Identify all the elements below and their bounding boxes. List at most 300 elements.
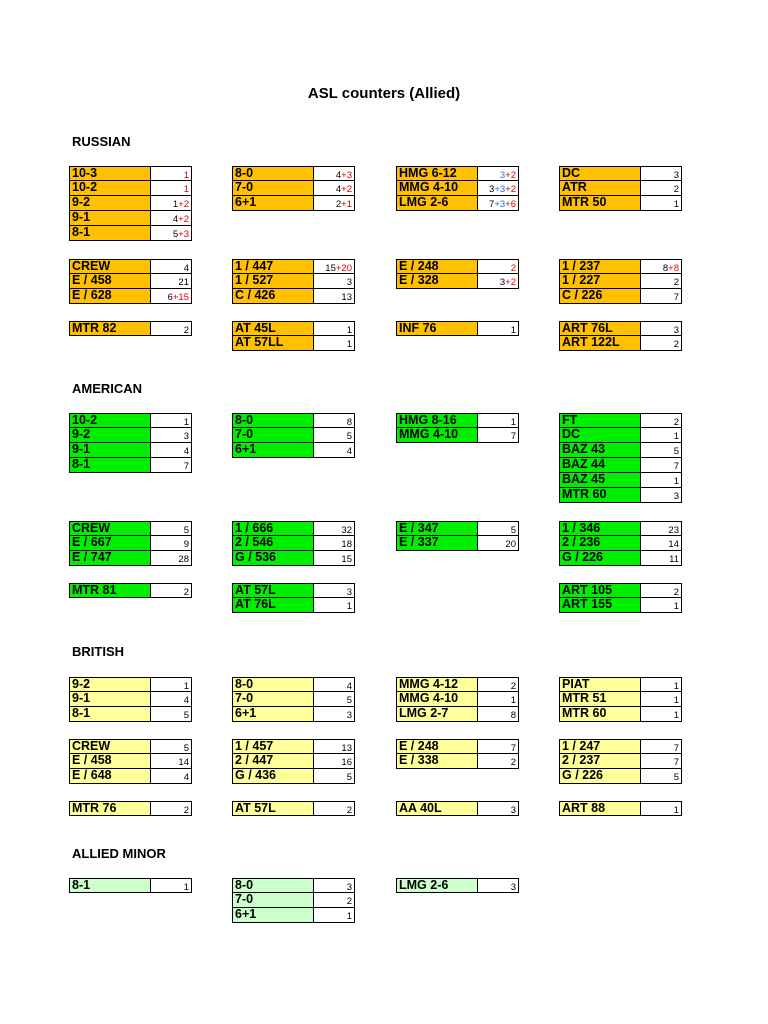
counter-count: 3 — [151, 428, 192, 443]
counter-row — [69, 878, 192, 893]
counter-row — [232, 878, 355, 893]
counter-label: MTR 60 — [559, 488, 641, 503]
counter-group — [69, 878, 192, 893]
counter-count: 5 — [151, 739, 192, 754]
counter-row — [559, 739, 682, 754]
counter-count: 7 — [641, 754, 682, 769]
counter-label: BAZ 43 — [559, 443, 641, 458]
counter-label: MMG 4-10 — [396, 428, 478, 443]
counter-count: 3 — [478, 878, 519, 893]
counter-group — [69, 321, 192, 336]
counter-label: INF 76 — [396, 321, 478, 336]
counter-count: 3 — [314, 583, 355, 598]
counter-count: 2 — [151, 801, 192, 816]
counter-count: 16 — [314, 754, 355, 769]
counter-row — [396, 181, 519, 196]
counter-row — [232, 196, 355, 211]
counter-group — [69, 677, 192, 722]
counter-label: AT 76L — [232, 598, 314, 613]
counter-row — [559, 801, 682, 816]
counter-count: 4+2 — [151, 211, 192, 226]
counter-row — [559, 707, 682, 722]
counter-label: 8-1 — [69, 878, 151, 893]
counter-label: E / 628 — [69, 289, 151, 304]
counter-label: E / 347 — [396, 521, 478, 536]
counter-group — [69, 801, 192, 816]
counter-row — [559, 428, 682, 443]
counter-row — [232, 443, 355, 458]
counter-label: 8-0 — [232, 878, 314, 893]
counter-row — [69, 196, 192, 211]
counter-count: 4 — [151, 692, 192, 707]
counter-group — [69, 166, 192, 241]
counter-count: 5 — [314, 692, 355, 707]
counter-count: 23 — [641, 521, 682, 536]
counter-count: 5 — [478, 521, 519, 536]
counter-label: AT 57LL — [232, 336, 314, 351]
counter-label: E / 648 — [69, 769, 151, 784]
counter-count: 1 — [314, 598, 355, 613]
counter-row — [232, 677, 355, 692]
counter-row — [69, 458, 192, 473]
counter-row — [559, 166, 682, 181]
counter-label: ART 122L — [559, 336, 641, 351]
counter-row — [232, 692, 355, 707]
counter-row — [559, 754, 682, 769]
counter-row — [232, 754, 355, 769]
counter-count: 5 — [314, 769, 355, 784]
section-title: RUSSIAN — [72, 134, 131, 149]
counter-count: 9 — [151, 536, 192, 551]
counter-group — [232, 413, 355, 458]
counter-label: E / 248 — [396, 259, 478, 274]
counter-count: 1 — [151, 181, 192, 196]
counter-row — [69, 321, 192, 336]
counter-row — [232, 536, 355, 551]
counter-count: 7 — [478, 739, 519, 754]
counter-label: 8-0 — [232, 677, 314, 692]
counter-label: MTR 81 — [69, 583, 151, 598]
counter-row — [232, 801, 355, 816]
counter-row — [69, 289, 192, 304]
counter-count: 3 — [641, 321, 682, 336]
counter-label: C / 226 — [559, 289, 641, 304]
counter-group — [559, 739, 682, 784]
counter-label: 2 / 546 — [232, 536, 314, 551]
counter-row — [559, 458, 682, 473]
counter-count: 4 — [151, 443, 192, 458]
counter-row — [559, 692, 682, 707]
counter-label: 7-0 — [232, 692, 314, 707]
counter-count: 5 — [151, 521, 192, 536]
counter-count: 2 — [151, 321, 192, 336]
counter-count: 7 — [641, 458, 682, 473]
counter-label: PIAT — [559, 677, 641, 692]
counter-row — [559, 321, 682, 336]
counter-row — [396, 707, 519, 722]
counter-row — [69, 166, 192, 181]
counter-count: 2 — [641, 336, 682, 351]
section-title: BRITISH — [72, 644, 124, 659]
counter-count: 7 — [641, 289, 682, 304]
counter-count: 6+15 — [151, 289, 192, 304]
counter-count: 1 — [478, 413, 519, 428]
counter-row — [232, 707, 355, 722]
counter-label: MTR 76 — [69, 801, 151, 816]
counter-group — [559, 801, 682, 816]
counter-label: 6+1 — [232, 707, 314, 722]
counter-count: 3 — [641, 488, 682, 503]
counter-label: G / 436 — [232, 769, 314, 784]
counter-row — [559, 536, 682, 551]
counter-label: ART 155 — [559, 598, 641, 613]
counter-count: 8 — [314, 413, 355, 428]
counter-count: 1 — [478, 692, 519, 707]
counter-label: 2 / 447 — [232, 754, 314, 769]
counter-label: E / 458 — [69, 754, 151, 769]
counter-row — [69, 521, 192, 536]
counter-count: 1+2 — [151, 196, 192, 211]
counter-label: 9-2 — [69, 196, 151, 211]
counter-row — [69, 707, 192, 722]
counter-count: 2 — [641, 181, 682, 196]
counter-row — [69, 754, 192, 769]
counter-group — [232, 801, 355, 816]
counter-label: 6+1 — [232, 196, 314, 211]
counter-count: 13 — [314, 289, 355, 304]
counter-label: 6+1 — [232, 908, 314, 923]
counter-group — [69, 259, 192, 304]
counter-row — [232, 274, 355, 289]
counter-group — [232, 521, 355, 566]
counter-label: AT 45L — [232, 321, 314, 336]
counter-row — [396, 536, 519, 551]
counter-count: 14 — [151, 754, 192, 769]
counter-count: 1 — [151, 166, 192, 181]
counter-count: 2 — [641, 583, 682, 598]
counter-row — [69, 181, 192, 196]
counter-count: 2 — [478, 677, 519, 692]
counter-count: 2 — [314, 893, 355, 908]
counter-count: 4 — [151, 259, 192, 274]
counter-label: FT — [559, 413, 641, 428]
counter-label: AA 40L — [396, 801, 478, 816]
counter-row — [69, 692, 192, 707]
counter-label: MMG 4-10 — [396, 692, 478, 707]
counter-label: MMG 4-10 — [396, 181, 478, 196]
counter-label: LMG 2-7 — [396, 707, 478, 722]
counter-row — [396, 428, 519, 443]
counter-label: ART 105 — [559, 583, 641, 598]
counter-group — [396, 801, 519, 816]
counter-row — [69, 677, 192, 692]
counter-group — [69, 521, 192, 566]
counter-group — [232, 583, 355, 613]
counter-count: 7 — [641, 739, 682, 754]
counter-row — [232, 336, 355, 351]
counter-label: 6+1 — [232, 443, 314, 458]
counter-label: 9-1 — [69, 443, 151, 458]
counter-group — [232, 878, 355, 923]
counter-label: 1 / 237 — [559, 259, 641, 274]
counter-row — [232, 413, 355, 428]
counter-group — [232, 677, 355, 722]
counter-count: 5+3 — [151, 226, 192, 241]
counter-row — [396, 259, 519, 274]
counter-count: 2 — [641, 413, 682, 428]
counter-label: 10-3 — [69, 166, 151, 181]
counter-row — [232, 583, 355, 598]
counter-label: 1 / 247 — [559, 739, 641, 754]
counter-count: 1 — [641, 801, 682, 816]
counter-count: 1 — [641, 692, 682, 707]
counter-count: 4 — [314, 443, 355, 458]
counter-row — [232, 521, 355, 536]
counter-label: 8-1 — [69, 707, 151, 722]
counter-row — [232, 908, 355, 923]
counter-label: 9-2 — [69, 428, 151, 443]
counter-row — [232, 428, 355, 443]
counter-row — [232, 893, 355, 908]
counter-row — [396, 166, 519, 181]
counter-row — [232, 598, 355, 613]
counter-count: 7 — [151, 458, 192, 473]
counter-count: 28 — [151, 551, 192, 566]
counter-row — [232, 181, 355, 196]
counter-group — [232, 739, 355, 784]
counter-count: 5 — [641, 443, 682, 458]
counter-group — [559, 259, 682, 304]
counter-label: LMG 2-6 — [396, 196, 478, 211]
counter-row — [232, 166, 355, 181]
counter-group — [559, 413, 682, 503]
counter-count: 3+2 — [478, 166, 519, 181]
counter-label: CREW — [69, 521, 151, 536]
counter-row — [69, 259, 192, 274]
counter-row — [396, 801, 519, 816]
counter-group — [232, 321, 355, 351]
counter-label: 8-0 — [232, 166, 314, 181]
counter-label: ATR — [559, 181, 641, 196]
counter-count: 2+1 — [314, 196, 355, 211]
counter-count: 18 — [314, 536, 355, 551]
counter-row — [559, 473, 682, 488]
counter-group — [232, 259, 355, 304]
counter-row — [559, 336, 682, 351]
counter-count: 4 — [314, 677, 355, 692]
counter-row — [559, 598, 682, 613]
counter-row — [69, 739, 192, 754]
counter-label: 2 / 237 — [559, 754, 641, 769]
counter-row — [559, 677, 682, 692]
counter-label: 9-1 — [69, 211, 151, 226]
counter-label: E / 458 — [69, 274, 151, 289]
counter-count: 1 — [641, 677, 682, 692]
counter-count: 2 — [478, 754, 519, 769]
counter-row — [69, 801, 192, 816]
counter-label: 1 / 227 — [559, 274, 641, 289]
counter-label: MTR 60 — [559, 707, 641, 722]
counter-label: HMG 6-12 — [396, 166, 478, 181]
counter-group — [69, 739, 192, 784]
counter-label: 7-0 — [232, 428, 314, 443]
counter-row — [396, 878, 519, 893]
counter-row — [396, 274, 519, 289]
counter-row — [69, 551, 192, 566]
counter-count: 3 — [314, 274, 355, 289]
counter-count: 15 — [314, 551, 355, 566]
counter-count: 8 — [478, 707, 519, 722]
counter-row — [69, 583, 192, 598]
counter-label: HMG 8-16 — [396, 413, 478, 428]
counter-row — [69, 211, 192, 226]
counter-row — [396, 739, 519, 754]
counter-count: 2 — [151, 583, 192, 598]
counter-row — [396, 521, 519, 536]
counter-label: 9-1 — [69, 692, 151, 707]
counter-label: BAZ 44 — [559, 458, 641, 473]
counter-count: 3 — [641, 166, 682, 181]
counter-group — [559, 521, 682, 566]
counter-label: 8-0 — [232, 413, 314, 428]
section-title: ALLIED MINOR — [72, 846, 166, 861]
counter-label: G / 226 — [559, 551, 641, 566]
counter-count: 3 — [478, 801, 519, 816]
counter-row — [232, 769, 355, 784]
counter-label: 7-0 — [232, 893, 314, 908]
counter-label: E / 338 — [396, 754, 478, 769]
counter-row — [559, 583, 682, 598]
counter-count: 3 — [314, 707, 355, 722]
counter-row — [232, 321, 355, 336]
counter-count: 1 — [641, 598, 682, 613]
counter-count: 4+3 — [314, 166, 355, 181]
counter-row — [559, 769, 682, 784]
counter-count: 7 — [478, 428, 519, 443]
counter-label: 2 / 236 — [559, 536, 641, 551]
counter-count: 14 — [641, 536, 682, 551]
counter-group — [559, 583, 682, 613]
counter-count: 1 — [314, 321, 355, 336]
counter-label: G / 536 — [232, 551, 314, 566]
counter-count: 3 — [314, 878, 355, 893]
counter-row — [559, 413, 682, 428]
counter-group — [69, 413, 192, 473]
counter-row — [69, 413, 192, 428]
counter-count: 20 — [478, 536, 519, 551]
counter-row — [232, 259, 355, 274]
counter-count: 1 — [641, 473, 682, 488]
counter-row — [559, 443, 682, 458]
counter-row — [559, 196, 682, 211]
counter-row — [69, 274, 192, 289]
counter-count: 1 — [151, 878, 192, 893]
counter-count: 1 — [314, 908, 355, 923]
counter-group — [396, 878, 519, 893]
counter-row — [396, 196, 519, 211]
counter-count: 4 — [151, 769, 192, 784]
counter-label: E / 667 — [69, 536, 151, 551]
counter-row — [232, 739, 355, 754]
counter-group — [559, 321, 682, 351]
counter-label: 10-2 — [69, 413, 151, 428]
counter-count: 11 — [641, 551, 682, 566]
counter-label: MTR 51 — [559, 692, 641, 707]
counter-count: 7+3+6 — [478, 196, 519, 211]
counter-count: 5 — [151, 707, 192, 722]
counter-label: G / 226 — [559, 769, 641, 784]
counter-label: E / 337 — [396, 536, 478, 551]
counter-row — [69, 536, 192, 551]
counter-label: 1 / 346 — [559, 521, 641, 536]
counter-group — [559, 166, 682, 211]
counter-group — [396, 259, 519, 289]
counter-count: 21 — [151, 274, 192, 289]
counter-count: 1 — [478, 321, 519, 336]
counter-row — [232, 289, 355, 304]
counter-row — [559, 488, 682, 503]
counter-group — [396, 677, 519, 722]
counter-row — [396, 677, 519, 692]
counter-count: 1 — [641, 707, 682, 722]
counter-row — [396, 413, 519, 428]
counter-count: 13 — [314, 739, 355, 754]
counter-label: E / 328 — [396, 274, 478, 289]
counter-count: 1 — [314, 336, 355, 351]
counter-row — [559, 551, 682, 566]
counter-row — [396, 754, 519, 769]
counter-count: 1 — [151, 677, 192, 692]
counter-label: MTR 82 — [69, 321, 151, 336]
counter-label: ART 76L — [559, 321, 641, 336]
counter-label: 10-2 — [69, 181, 151, 196]
counter-label: CREW — [69, 739, 151, 754]
counter-label: DC — [559, 428, 641, 443]
counter-label: 1 / 527 — [232, 274, 314, 289]
counter-label: MTR 50 — [559, 196, 641, 211]
counter-group — [396, 413, 519, 443]
counter-count: 5 — [314, 428, 355, 443]
counter-group — [396, 321, 519, 336]
counter-count: 3+2 — [478, 274, 519, 289]
counter-label: AT 57L — [232, 801, 314, 816]
counter-row — [69, 226, 192, 241]
section-title: AMERICAN — [72, 381, 143, 396]
counter-count: 32 — [314, 521, 355, 536]
counter-label: 1 / 666 — [232, 521, 314, 536]
counter-count: 4+2 — [314, 181, 355, 196]
counter-label: LMG 2-6 — [396, 878, 478, 893]
counter-count: 15+20 — [314, 259, 355, 274]
counter-label: ART 88 — [559, 801, 641, 816]
counter-row — [559, 181, 682, 196]
counter-count: 2 — [314, 801, 355, 816]
counter-row — [232, 551, 355, 566]
counter-label: MMG 4-12 — [396, 677, 478, 692]
counter-label: BAZ 45 — [559, 473, 641, 488]
counter-row — [559, 521, 682, 536]
counter-row — [69, 443, 192, 458]
counter-group — [396, 166, 519, 211]
counter-count: 3+3+2 — [478, 181, 519, 196]
counter-label: DC — [559, 166, 641, 181]
counter-label: 9-2 — [69, 677, 151, 692]
counter-row — [69, 428, 192, 443]
counter-label: AT 57L — [232, 583, 314, 598]
counter-count: 2 — [478, 259, 519, 274]
counter-label: C / 426 — [232, 289, 314, 304]
counter-label: 8-1 — [69, 458, 151, 473]
